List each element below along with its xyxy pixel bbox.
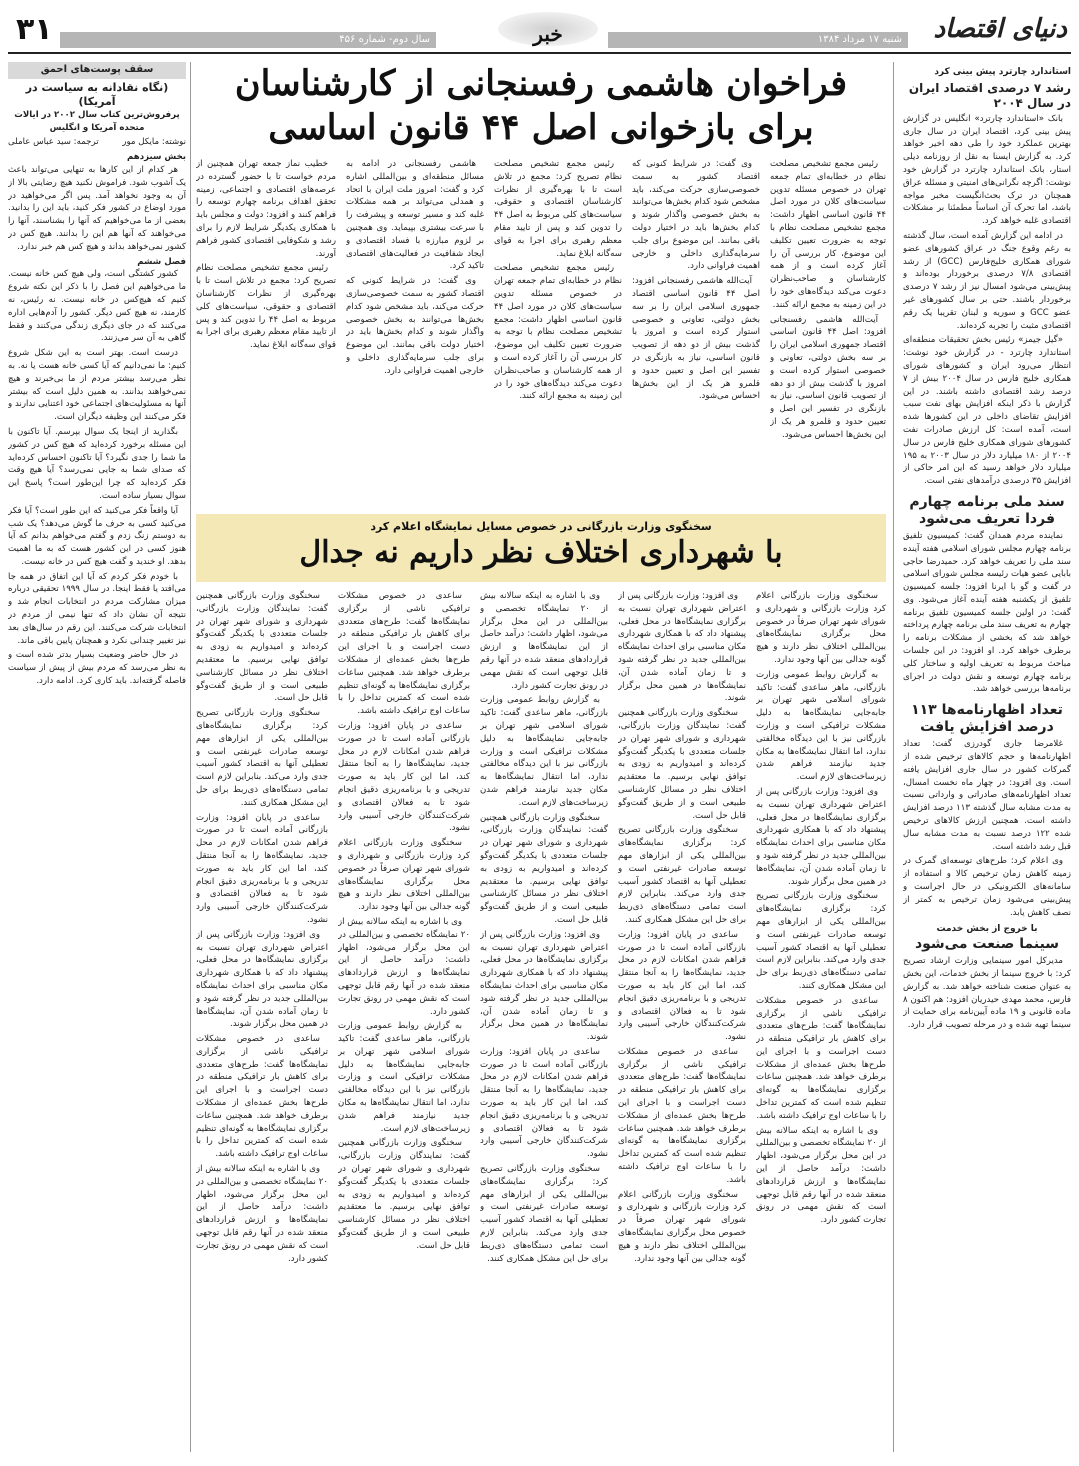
article-paragraph: ساعدی در پایان افزود: وزارت بازرگانی آماده است تا در صورت فراهم شدن امکانات لازم در محل جدید، نمایشگاه‌ها را به آنجا منتقل کند، اما این کار باید به صورت تدریجی و با برنامه‌ریزی دقیق انجام شود تا به فعالان اقتصادی و شرکت‌کنندگان خارجی آسیبی وارد نشود. <box>196 812 328 925</box>
article-paragraph: رئیس مجمع تشخیص مصلحت نظام در خطابه‌ای تمام جمعه تهران در خصوص مسئله تدوین سیاست‌های کلان در مورد اصل ۴۴ قانون اساسی اظهار داشت: مجمع تشخیص مصلحت نظام با توجه به ضرورت تعیین تکلیف این موضوع، کار بررسی آن را آغاز کرده است و از همه کارشناسان و صاحب‌نظران دعوت می‌کند دیدگاه‌های خود را در این زمینه به مجمع ارائه کنند. <box>494 263 622 402</box>
serial-paragraph: درست است. بهتر است به این شکل شروع کنیم: ما نمی‌دانیم که آیا کسی خانه هست یا نه. به نظر می‌رسد بیشتر مردم از ما بی‌خبرند و هیچ نمی‌خواهند بدانند. به همین دلیل است که بیشتر آنها به مسئولیت‌های اجتماعی خود اعتنایی ندارند و فکر می‌کنند این وظیفه دیگران است. <box>8 348 186 423</box>
article-paragraph: وی با اشاره به اینکه سالانه بیش از ۲۰ نمایشگاه تخصصی و بین‌المللی در این محل برگزار می‌شود، اظهار داشت: درآمد حاصل از این نمایشگاه‌ها و ارزش قراردادهای منعقد شده در آنها رقم قابل توجهی است که نقش مهمی در رونق تجارت کشور دارد. <box>756 1125 886 1226</box>
article-paragraph: رئیس مجمع تشخیص مصلحت نظام در خطابه‌ای تمام جمعه تهران در خصوص مسئله تدوین سیاست‌های کلان در مورد اصل ۴۴ قانون اساسی اظهار داشت: مجمع تشخیص مصلحت نظام با توجه به ضرورت تعیین تکلیف این موضوع، کار بررسی آن را آغاز کرده است و از همه کارشناسان و صاحب‌نظران دعوت می‌کند دیدگاه‌های خود را در این زمینه به مجمع ارائه کنند. <box>770 159 886 310</box>
masthead-divider <box>8 52 1071 54</box>
serial-part: بخش سیزدهم <box>127 152 186 163</box>
article-paragraph: ساعدی در خصوص مشکلات ترافیکی ناشی از برگزاری نمایشگاه‌ها گفت: طرح‌های متعددی برای کاهش بار ترافیکی منطقه در دست اجراست و با اجرای این طرح‌ها بخش عمده‌ای از مشکلات برطرف خواهد شد. همچنین ساعات برگزاری نمایشگاه‌ها به گونه‌ای تنظیم شده است که کمترین تداخل را با ساعات اوج ترافیک داشته باشد. <box>338 591 470 717</box>
article-paragraph: وی افزود: وزارت بازرگانی پس از اعتراض شهرداری تهران نسبت به برگزاری نمایشگاه‌ها در محل فعلی، پیشنهاد داد که با همکاری شهرداری مکان مناسبی برای احداث نمایشگاه بین‌المللی جدید در نظر گرفته شود و تا زمان آماده شدن آن، نمایشگاه‌ها در همین محل برگزار شوند. <box>618 591 746 704</box>
serial-paragraph: کشور کشتگی است، ولی هیچ کس خانه نیست. ما می‌خواهیم این فصل را با ذکر این نکته شروع کنیم که هیچ‌کس در خانه نیست. نه رئیس، نه کارمند، نه هیچ کس دیگر. کشور را آدم‌هایی اداره می‌کنند که در جای دیگری زندگی می‌کنند و فقط گاهی به آن سر می‌زنند. <box>8 269 186 344</box>
serial-paragraph: در حال حاضر وضعیت بسیار بدتر شده است و به نظر می‌رسد که مردم بیش از پیش از سیاست فاصله گرفته‌اند. باید کاری کرد. ادامه دارد. <box>8 650 186 687</box>
article-headline-band <box>196 514 886 582</box>
article-paragraph: آیت‌الله هاشمی رفسنجانی افزود: اصل ۴۴ قانون اساسی اقتصاد جمهوری اسلامی ایران را بر سه بخش دولتی، تعاونی و خصوصی استوار کرده است و امروز با گذشت بیش از دو دهه از تصویب قانون اساسی، نیاز به بازنگری در تفسیر این اصل و تعیین حدود و قلمرو هر یک از این بخش‌ها احساس می‌شود. <box>632 276 760 402</box>
news-paragraph: مدیرکل امور سینمایی وزارت ارشاد تصریح کرد: با خروج سینما از بخش خدمات، این بخش به عنوان صنعت شناخته خواهد شد. به گزارش فارس، محمد مهدی حیدریان افزود: هم اکنون ۸ ماده قانونی و ۱۹ ماده آیین‌نامه برای حمایت از سینما تهیه شده و در مرحله تصویب قرار دارد. <box>903 956 1071 1031</box>
news-headline: سند ملی برنامه چهارم فردا تعریف می‌شود <box>909 493 1065 527</box>
news-headline: رشد ۷ درصدی اقتصاد ایران در سال ۲۰۰۴ <box>908 80 1071 110</box>
serial-paragraph: با خودم فکر کردم که آیا این اتفاق در همه جا می‌افتد یا فقط اینجا. در سال ۱۹۹۹ تحقیقی درباره میزان مشارکت مردم در انتخابات انجام شد و نتیجه آن نشان داد که تنها نیمی از مردم در انتخابات شرکت می‌کنند. این رقم در سال‌های بعد نیز تغییر چندانی نکرد و همچنان پایین باقی ماند. <box>8 571 186 646</box>
article-column <box>196 590 328 1452</box>
newspaper-logo: دنیای اقتصاد <box>933 14 1067 44</box>
serial-author: نوشته: مایکل مور <box>122 137 186 148</box>
serial-paragraph: بگذارید از اینجا یک سوال بپرسم. آیا تاکنون با این مسئله برخورد کرده‌اید که هیچ کس در کشور ما شما را جدی نگیرد؟ آیا تاکنون احساس کرده‌اید که صدای شما به جایی نمی‌رسد؟ آیا هیچ وقت فکر کرده‌اید که چرا این‌طور است؟ پاسخ این سوال بسیار ساده است. <box>8 426 186 501</box>
news-paragraph: بانک «استاندارد چارترد» انگلیس در گزارش پیش بینی کرد، اقتصاد ایران در سال جاری بهترین عملکرد خود را طی دهه اخیر خواهد کرد. به گزارش ایسنا به نقل از روزنامه دیلی استار، بانک استاندارد چارترد در گزارش خود نوشت: اگرچه نگرانی‌های امنیتی و مسئله عراق همچنان در ترک بحث‌انگیست مخبر مواجه باشد، اما تحرک آن اساساً مطمئنا بر مشکلات اقتصادی غلبه خواهد کرد. <box>903 113 1071 227</box>
article-headline: با شهرداری اختلاف نظر داریم نه جدال <box>299 535 783 570</box>
article-paragraph: سخنگوی وزارت بازرگانی تصریح کرد: برگزاری نمایشگاه‌های بین‌المللی یکی از ابزارهای مهم توسعه صادرات غیرنفتی است و تعطیلی آنها به اقتصاد کشور آسیب جدی وارد می‌کند. بنابراین لازم است تمامی دستگاه‌های ذی‌ربط برای حل این مشکل همکاری کنند. <box>618 825 746 925</box>
article-paragraph: سخنگوی وزارت بازرگانی همچنین گفت: نمایندگان وزارت بازرگانی، شهرداری و شورای شهر تهران در جلسات متعددی با یکدیگر گفت‌وگو کرده‌اند و امیدواریم به زودی به توافق نهایی برسیم. ما معتقدیم اختلاف نظر در مسائل کارشناسی طبیعی است و از طریق گفت‌وگو قابل حل است. <box>480 812 608 925</box>
right-sidebar <box>903 62 1071 1452</box>
article-paragraph: سخنگوی وزارت بازرگانی اعلام کرد وزارت بازرگانی و شهرداری و شورای شهر تهران صرفاً در خصوص محل برگزاری نمایشگاه‌های بین‌المللی اختلاف نظر دارند و هیچ گونه جدالی بین آنها وجود ندارد. <box>338 838 470 913</box>
serial-chapter: فصل ششم <box>137 256 186 267</box>
serial-box-title: سقف پوست‌های احمق <box>8 62 186 79</box>
section-label: خبر <box>533 22 563 46</box>
article-paragraph: ساعدی در پایان افزود: وزارت بازرگانی آماده است تا در صورت فراهم شدن امکانات لازم در محل جدید، نمایشگاه‌ها را به آنجا منتقل کند، اما این کار باید به صورت تدریجی و با برنامه‌ریزی دقیق انجام شود تا به فعالان اقتصادی و شرکت‌کنندگان خارجی آسیبی وارد نشود. <box>618 929 746 1043</box>
article-paragraph: سخنگوی وزارت بازرگانی تصریح کرد: برگزاری نمایشگاه‌های بین‌المللی یکی از ابزارهای مهم توسعه صادرات غیرنفتی است و تعطیلی آنها به اقتصاد کشور آسیب جدی وارد می‌کند. بنابراین لازم است تمامی دستگاه‌های ذی‌ربط برای حل این مشکل همکاری کنند. <box>756 891 886 991</box>
article-column <box>618 590 746 1452</box>
serial-subtitle: پرفروش‌ترین کتاب سال ۲۰۰۲ در ایالات متحده آمریکا و انگلیس <box>14 109 180 133</box>
news-kicker: استاندارد چارترد پیش بینی کرد <box>934 67 1071 77</box>
article-kicker: سخنگوی وزارت بازرگانی در خصوص مسایل نمایشگاه اعلام کرد <box>370 520 712 533</box>
article-paragraph: ساعدی در پایان افزود: وزارت بازرگانی آماده است تا در صورت فراهم شدن امکانات لازم در محل جدید، نمایشگاه‌ها را به آنجا منتقل کند، اما این کار باید به صورت تدریجی و با برنامه‌ریزی دقیق انجام شود تا به فعالان اقتصادی و شرکت‌کنندگان خارجی آسیبی وارد نشود. <box>338 720 470 834</box>
article-paragraph: سخنگوی وزارت بازرگانی تصریح کرد: برگزاری نمایشگاه‌های بین‌المللی یکی از ابزارهای مهم توسعه صادرات غیرنفتی است و تعطیلی آنها به اقتصاد کشور آسیب جدی وارد می‌کند. بنابراین لازم است تمامی دستگاه‌های ذی‌ربط برای حل این مشکل همکاری کنند. <box>196 708 328 808</box>
serial-title: (نگاه نقادانه به سیاست در آمریکا) <box>25 80 169 108</box>
article-column <box>196 158 336 503</box>
article-paragraph: ساعدی در پایان افزود: وزارت بازرگانی آماده است تا در صورت فراهم شدن امکانات لازم در محل جدید، نمایشگاه‌ها را به آنجا منتقل کند، اما این کار باید به صورت تدریجی و با برنامه‌ریزی دقیق انجام شود تا به فعالان اقتصادی و شرکت‌کنندگان خارجی آسیبی وارد نشود. <box>480 1046 608 1160</box>
article-paragraph: ساعدی در خصوص مشکلات ترافیکی ناشی از برگزاری نمایشگاه‌ها گفت: طرح‌های متعددی برای کاهش بار ترافیکی منطقه در دست اجراست و با اجرای این طرح‌ها بخش عمده‌ای از مشکلات برطرف خواهد شد. همچنین ساعات برگزاری نمایشگاه‌ها به گونه‌ای تنظیم شده است که کمترین تداخل را با ساعات اوج ترافیک داشته باشد. <box>618 1046 746 1185</box>
article-paragraph: خطیب نماز جمعه تهران همچنین از مردم خواست تا با حضور گسترده در عرصه‌های اقتصادی و اجتماعی، زمینه تحقق اهداف برنامه چهارم توسعه را فراهم کنند و افزود: دولت و مجلس باید با همکاری یکدیگر شرایط لازم را برای رشد و شکوفایی اقتصادی کشور فراهم آورند. <box>196 159 336 259</box>
article-paragraph: آیت‌الله هاشمی رفسنجانی افزود: اصل ۴۴ قانون اساسی اقتصاد جمهوری اسلامی ایران را بر سه بخش دولتی، تعاونی و خصوصی استوار کرده است و امروز با گذشت بیش از دو دهه از تصویب قانون اساسی، نیاز به بازنگری در تفسیر این اصل و تعیین حدود و قلمرو هر یک از این بخش‌ها احساس می‌شود. <box>770 314 886 440</box>
article-paragraph: وی با اشاره به اینکه سالانه بیش از ۲۰ نمایشگاه تخصصی و بین‌المللی در این محل برگزار می‌شود، اظهار داشت: درآمد حاصل از این نمایشگاه‌ها و ارزش قراردادهای منعقد شده در آنها رقم قابل توجهی است که نقش مهمی در رونق تجارت کشور دارد. <box>338 916 470 1017</box>
column-divider <box>893 62 894 1452</box>
news-paragraph: نماینده مردم همدان گفت: کمیسیون تلفیق برنامه چهارم مجلس شورای اسلامی هفته آینده سند ملی را تعریف خواهد کرد. حمیدرضا حاجی بابایی عضو هیات رئیسه مجلس شورای اسلامی در گفت و گو با ایرنا افزود: جلسه کمیسیون تلفیق از یکشنبه هفته آینده آغاز می‌شود. وی گفت: در اولین جلسه کمیسیون تلفیق برنامه چهارم به تعریف سند ملی برنامه چهارم پرداخته خواهد شد که بخشی از مشکلات برنامه را برطرف خواهد کرد. او افزود: در این جلسات مباحث مربوط به تعریف اولیه و ساختار کلی برنامه چهارم توسعه و نقش دولت در اجرای برنامه‌ها بررسی خواهد شد. <box>903 530 1071 695</box>
article-column <box>770 158 886 503</box>
article-paragraph: به گزارش روابط عمومی وزارت بازرگانی، ماهر ساعدی گفت: تاکید شورای اسلامی شهر تهران بر جابه‌جایی نمایشگاه‌ها به دلیل مشکلات ترافیکی است و وزارت بازرگانی نیز با این دیدگاه مخالفتی ندارد، اما انتقال نمایشگاه‌ها به مکان جدید نیازمند فراهم شدن زیرساخت‌های لازم است. <box>756 669 886 783</box>
article-paragraph: وی با اشاره به اینکه سالانه بیش از ۲۰ نمایشگاه تخصصی و بین‌المللی در این محل برگزار می‌شود، اظهار داشت: درآمد حاصل از این نمایشگاه‌ها و ارزش قراردادهای منعقد شده در آنها رقم قابل توجهی است که نقش مهمی در رونق تجارت کشور دارد. <box>196 1164 328 1264</box>
page-number: ۳۱ <box>16 12 53 47</box>
article-paragraph: رئیس مجمع تشخیص مصلحت نظام تصریح کرد: مجمع در تلاش است تا با بهره‌گیری از نظرات کارشناسان اقتصادی و حقوقی، سیاست‌های کلی مربوط به اصل ۴۴ را تدوین کند و پس از تایید مقام معظم رهبری برای اجرا به قوای سه‌گانه ابلاغ نماید. <box>196 263 336 351</box>
serial-paragraph: آیا واقعاً فکر می‌کنید که این طور است؟ آیا فکر می‌کنید کسی به حرف ما گوش می‌دهد؟ یک شب به دوستم زنگ زدم و گفتم می‌خواهم بدانم که آیا هنوز کسی در این کشور هست که به ما اهمیت بدهد. او خندید و گفت هیچ کس در خانه نیست. <box>8 505 186 567</box>
news-headline: تعداد اظهارنامه‌ها ۱۱۳ درصد افزایش یافت <box>911 702 1063 736</box>
article-paragraph: ساعدی در خصوص مشکلات ترافیکی ناشی از برگزاری نمایشگاه‌ها گفت: طرح‌های متعددی برای کاهش بار ترافیکی منطقه در دست اجراست و با اجرای این طرح‌ها بخش عمده‌ای از مشکلات برطرف خواهد شد. همچنین ساعات برگزاری نمایشگاه‌ها به گونه‌ای تنظیم شده است که کمترین تداخل را با ساعات اوج ترافیک داشته باشد. <box>196 1034 328 1160</box>
issue-number: سال دوم- شماره ۴۵۶ <box>60 32 436 48</box>
article-paragraph: هاشمی رفسنجانی در ادامه به مسائل منطقه‌ای و بین‌المللی اشاره کرد و گفت: امروز ملت ایران با اتحاد و همدلی می‌تواند بر همه مشکلات غلبه کند و مسیر توسعه و پیشرفت را با سرعت بیشتری بپیماید. وی همچنین بر لزوم مبارزه با فساد اقتصادی و ایجاد شفافیت در فعالیت‌های اقتصادی تاکید کرد. <box>346 159 484 272</box>
article-paragraph: وی گفت: در شرایط کنونی که اقتصاد کشور به سمت خصوصی‌سازی حرکت می‌کند، باید مشخص شود کدام بخش‌ها می‌توانند به بخش خصوصی واگذار شوند و کدام بخش‌ها باید در اختیار دولت باقی بمانند. این موضوع برای جلب سرمایه‌گذاری داخلی و خارجی اهمیت فراوانی دارد. <box>632 159 760 272</box>
article-paragraph: وی افزود: وزارت بازرگانی پس از اعتراض شهرداری تهران نسبت به برگزاری نمایشگاه‌ها در محل فعلی، پیشنهاد داد که با همکاری شهرداری مکان مناسبی برای احداث نمایشگاه بین‌المللی جدید در نظر گرفته شود و تا زمان آماده شدن آن، نمایشگاه‌ها در همین محل برگزار شوند. <box>756 786 886 887</box>
main-headline: فراخوان هاشمی رفسنجانی از کارشناسان برای بازخوانی اصل ۴۴ قانون اساسی <box>234 63 848 148</box>
article-column <box>346 158 484 503</box>
article-column <box>494 158 622 503</box>
issue-date: شنبه ۱۷ مرداد ۱۳۸۴ <box>608 32 908 48</box>
article-paragraph: سخنگوی وزارت بازرگانی همچنین گفت: نمایندگان وزارت بازرگانی، شهرداری و شورای شهر تهران در جلسات متعددی با یکدیگر گفت‌وگو کرده‌اند و امیدواریم به زودی به توافق نهایی برسیم. ما معتقدیم اختلاف نظر در مسائل کارشناسی طبیعی است و از طریق گفت‌وگو قابل حل است. <box>618 708 746 821</box>
news-paragraph: در ادامه این گزارش آمده است، سال گذشته به رغم وقوع جنگ در عراق کشورهای عضو شورای همکاری خلیج‌فارس (GCC) از رشد اقتصادی ۷/۸ درصدی برخوردار بوده‌اند و پیش‌بینی می‌شود امسال نیز از رشد ۷ درصدی برخوردار باشند. حتی بر سال کشورهای غیر عضو GCC و سوریه و لبنان تقریبا یک رقم اقتصادی مثبت را تجربه کرده‌اند. <box>903 230 1071 331</box>
left-sidebar-serial <box>8 62 186 1452</box>
article-paragraph: وی افزود: وزارت بازرگانی پس از اعتراض شهرداری تهران نسبت به برگزاری نمایشگاه‌ها در محل فعلی، پیشنهاد داد که با همکاری شهرداری مکان مناسبی برای احداث نمایشگاه بین‌المللی جدید در نظر گرفته شود و تا زمان آماده شدن آن، نمایشگاه‌ها در همین محل برگزار شوند. <box>480 929 608 1043</box>
news-kicker: با خروج از بخش خدمت <box>936 924 1038 935</box>
article-paragraph: به گزارش روابط عمومی وزارت بازرگانی، ماهر ساعدی گفت: تاکید شورای اسلامی شهر تهران بر جابه‌جایی نمایشگاه‌ها به دلیل مشکلات ترافیکی است و وزارت بازرگانی نیز با این دیدگاه مخالفتی ندارد، اما انتقال نمایشگاه‌ها به مکان جدید نیازمند فراهم شدن زیرساخت‌های لازم است. <box>338 1021 470 1134</box>
news-paragraph: «گیل جیمز» رئیس بخش تحقیقات منطقه‌ای استاندارد چارترد - در گزارش خود نوشت: انتظار می‌رود ایران و کشورهای شورای همکاری خلیج فارس در سال ۲۰۰۴ بیش از ۷ درصد رشد اقتصادی داشته باشند. در این گزارش با ذکر اینکه افزایش بهای نفت سبب افزایش تقاضای داخلی در این کشورها شده است، آمده است: کل ارزش صادرات نفت کشورهای شورای همکاری خلیج فارس در سال ۲۰۰۴ از ۱۸۰ میلیارد دلار در سال ۲۰۰۳ به ۱۹۵ میلیارد دلار خواهد رسید که این امر حاکی از افزایش ۳۵ درصدی درآمدهای نفتی است. <box>903 335 1071 487</box>
serial-translator: ترجمه: سید عباس عاملی <box>8 137 99 148</box>
article-column <box>632 158 760 503</box>
article-paragraph: به گزارش روابط عمومی وزارت بازرگانی، ماهر ساعدی گفت: تاکید شورای اسلامی شهر تهران بر جابه‌جایی نمایشگاه‌ها به دلیل مشکلات ترافیکی است و وزارت بازرگانی نیز با این دیدگاه مخالفتی ندارد، اما انتقال نمایشگاه‌ها به مکان جدید نیازمند فراهم شدن زیرساخت‌های لازم است. <box>480 695 608 808</box>
article-column <box>338 590 470 1452</box>
news-paragraph: غلامرضا جاری گودرزی گفت: تعداد اظهارنامه‌ها و حجم کالاهای ترخیص شده از گمرکات کشور در سال جاری افزایش یافته است. وی افزود: در چهار ماه نخست امسال، تعداد اظهارنامه‌های صادراتی و وارداتی نسبت به مدت مشابه سال گذشته ۱۱۳ درصد افزایش داشته است. همچنین ارزش کالاهای ترخیص شده ۱۲۲ درصد نسبت به مدت مشابه سال قبل رشد داشته است. <box>903 739 1071 852</box>
article-column <box>756 590 886 1452</box>
article-paragraph: وی با اشاره به اینکه سالانه بیش از ۲۰ نمایشگاه تخصصی و بین‌المللی در این محل برگزار می‌شود، اظهار داشت: درآمد حاصل از این نمایشگاه‌ها و ارزش قراردادهای منعقد شده در آنها رقم قابل توجهی است که نقش مهمی در رونق تجارت کشور دارد. <box>480 591 608 691</box>
article-paragraph: رئیس مجمع تشخیص مصلحت نظام تصریح کرد: مجمع در تلاش است تا با بهره‌گیری از نظرات کارشناسان اقتصادی و حقوقی، سیاست‌های کلی مربوط به اصل ۴۴ را تدوین کند و پس از تایید مقام معظم رهبری برای اجرا به قوای سه‌گانه ابلاغ نماید. <box>494 159 622 259</box>
masthead <box>8 10 1071 50</box>
serial-paragraph: هر کدام از این کارها به تنهایی می‌تواند باعث یک آشوب شود. فراموش نکنید هیچ رضایتی بالا از آن به وجود نخواهد آمد. پس اگر می‌خواهید در مورد اوضاع در کشور فکر کنید، باید این را بدانید. بعضی از ما می‌خواهیم که آنها را بشناسند، آنها را می‌خواهند که آنها هم این را بدانند. هیچ کس در کشور نمی‌خواهد بداند و هیچ کس هم خبر ندارد. <box>8 164 186 252</box>
news-headline: سینما صنعت می‌شود <box>914 936 1060 953</box>
article-paragraph: سخنگوی وزارت بازرگانی اعلام کرد وزارت بازرگانی و شهرداری و شورای شهر تهران صرفاً در خصوص محل برگزاری نمایشگاه‌های بین‌المللی اختلاف نظر دارند و هیچ گونه جدالی بین آنها وجود ندارد. <box>756 591 886 665</box>
article-paragraph: سخنگوی وزارت بازرگانی همچنین گفت: نمایندگان وزارت بازرگانی، شهرداری و شورای شهر تهران در جلسات متعددی با یکدیگر گفت‌وگو کرده‌اند و امیدواریم به زودی به توافق نهایی برسیم. ما معتقدیم اختلاف نظر در مسائل کارشناسی طبیعی است و از طریق گفت‌وگو قابل حل است. <box>196 591 328 704</box>
article-paragraph: وی افزود: وزارت بازرگانی پس از اعتراض شهرداری تهران نسبت به برگزاری نمایشگاه‌ها در محل فعلی، پیشنهاد داد که با همکاری شهرداری مکان مناسبی برای احداث نمایشگاه بین‌المللی جدید در نظر گرفته شود و تا زمان آماده شدن آن، نمایشگاه‌ها در همین محل برگزار شوند. <box>196 929 328 1030</box>
article-column <box>480 590 608 1452</box>
article-paragraph: وی گفت: در شرایط کنونی که اقتصاد کشور به سمت خصوصی‌سازی حرکت می‌کند، باید مشخص شود کدام بخش‌ها می‌توانند به بخش خصوصی واگذار شوند و کدام بخش‌ها باید در اختیار دولت باقی بمانند. این موضوع برای جلب سرمایه‌گذاری داخلی و خارجی اهمیت فراوانی دارد. <box>346 276 484 376</box>
article-paragraph: سخنگوی وزارت بازرگانی همچنین گفت: نمایندگان وزارت بازرگانی، شهرداری و شورای شهر تهران در جلسات متعددی با یکدیگر گفت‌وگو کرده‌اند و امیدواریم به زودی به توافق نهایی برسیم. ما معتقدیم اختلاف نظر در مسائل کارشناسی طبیعی است و از طریق گفت‌وگو قابل حل است. <box>338 1138 470 1251</box>
serial-credits <box>8 136 186 149</box>
article-paragraph: سخنگوی وزارت بازرگانی تصریح کرد: برگزاری نمایشگاه‌های بین‌المللی یکی از ابزارهای مهم توسعه صادرات غیرنفتی است و تعطیلی آنها به اقتصاد کشور آسیب جدی وارد می‌کند. بنابراین لازم است تمامی دستگاه‌های ذی‌ربط برای حل این مشکل همکاری کنند. <box>480 1164 608 1264</box>
article-paragraph: ساعدی در خصوص مشکلات ترافیکی ناشی از برگزاری نمایشگاه‌ها گفت: طرح‌های متعددی برای کاهش بار ترافیکی منطقه در دست اجراست و با اجرای این طرح‌ها بخش عمده‌ای از مشکلات برطرف خواهد شد. همچنین ساعات برگزاری نمایشگاه‌ها به گونه‌ای تنظیم شده است که کمترین تداخل را با ساعات اوج ترافیک داشته باشد. <box>756 995 886 1121</box>
news-paragraph: وی اعلام کرد: طرح‌های توسعه‌ای گمرک در زمینه کاهش زمان ترخیص کالا و استفاده از سامانه‌های الکترونیکی در حال اجراست و پیش‌بینی می‌شود زمان ترخیص به کمتر از نصف کاهش یابد. <box>903 856 1071 918</box>
column-divider <box>190 62 191 1452</box>
article-paragraph: سخنگوی وزارت بازرگانی اعلام کرد وزارت بازرگانی و شهرداری و شورای شهر تهران صرفاً در خصوص محل برگزاری نمایشگاه‌های بین‌المللی اختلاف نظر دارند و هیچ گونه جدالی بین آنها وجود ندارد. <box>618 1189 746 1264</box>
